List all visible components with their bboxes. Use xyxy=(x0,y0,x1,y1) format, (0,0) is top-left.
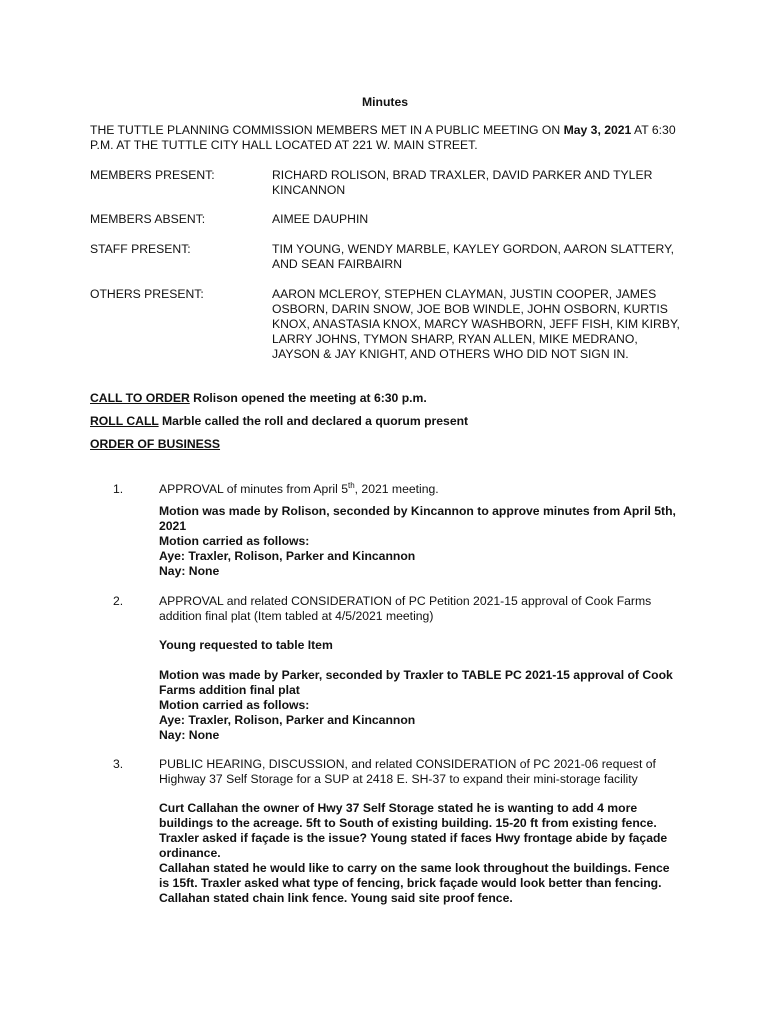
intro-post: AT 6:30 P.M. AT THE TUTTLE CITY HALL LOCATED AT 221 W. MAIN STREET. xyxy=(90,123,676,152)
motion-line: Motion carried as follows: xyxy=(159,698,310,712)
members-absent-label: MEMBERS ABSENT: xyxy=(90,212,206,226)
item-2-motion xyxy=(159,668,679,743)
staff-present-label: STAFF PRESENT: xyxy=(90,242,191,256)
staff-present-value: TIM YOUNG, WENDY MARBLE, KAYLEY GORDON, AARON SLATTERY, AND SEAN FAIRBAIRN xyxy=(272,242,675,271)
members-present-label: MEMBERS PRESENT: xyxy=(90,168,215,182)
item-2-note: Young requested to table Item xyxy=(159,638,333,652)
members-present-value: RICHARD ROLISON, BRAD TRAXLER, DAVID PARKER AND TYLER KINCANNON xyxy=(272,168,653,197)
item-2-text: APPROVAL and related CONSIDERATION of PC Petition 2021-15 approval of Cook Farms addition final plat (Item tabled at 4/5/2021 meeting) xyxy=(159,594,652,623)
roll-call-text: Marble called the roll and declared a quorum present xyxy=(158,414,469,428)
discussion-paragraph: Callahan stated he would like to carry on the same look throughout the buildings. Fence is 15ft. Traxler asked what type of fencing, brick façade would look better than fencing. Callahan stated chain link fence. Young said site proof fence. xyxy=(159,861,670,905)
document-title: Minutes xyxy=(361,95,409,109)
motion-line: Motion was made by Parker, seconded by Traxler to TABLE PC 2021-15 approval of Cook Farms addition final plat xyxy=(159,668,673,697)
motion-line: Nay: None xyxy=(159,564,220,578)
item-number: 2. xyxy=(113,594,124,608)
item-number: 3. xyxy=(113,757,124,771)
item-1-text-sup: th xyxy=(347,480,355,490)
meeting-date: May 3, 2021 xyxy=(563,123,632,137)
order-of-business-heading: ORDER OF BUSINESS xyxy=(90,437,221,451)
motion-line: Nay: None xyxy=(159,728,220,742)
motion-line: Motion carried as follows: xyxy=(159,534,310,548)
intro-pre: THE TUTTLE PLANNING COMMISSION MEMBERS MET IN A PUBLIC MEETING ON xyxy=(90,123,564,137)
others-present-label: OTHERS PRESENT: xyxy=(90,287,204,301)
members-absent-value: AIMEE DAUPHIN xyxy=(272,212,369,226)
item-1-text-pre: APPROVAL of minutes from April 5 xyxy=(159,482,348,496)
intro-paragraph xyxy=(90,123,690,153)
item-1-text-post: , 2021 meeting. xyxy=(354,482,439,496)
item-3-discussion xyxy=(159,801,679,906)
call-to-order xyxy=(90,391,427,406)
roll-call xyxy=(90,414,468,429)
motion-line: Motion was made by Rolison, seconded by Kincannon to approve minutes from April 5th, 2021 xyxy=(159,504,676,533)
roll-call-heading: ROLL CALL xyxy=(90,414,159,428)
motion-line: Aye: Traxler, Rolison, Parker and Kincannon xyxy=(159,549,416,563)
call-to-order-text: Rolison opened the meeting at 6:30 p.m. xyxy=(189,391,427,405)
discussion-paragraph: Curt Callahan the owner of Hwy 37 Self Storage stated he is wanting to add 4 more buildings to the acreage. 5ft to South of existing building. 15-20 ft from existing fence. Traxler asked if façade is the issue? Young stated if faces Hwy frontage abide by façade ordinance. xyxy=(159,801,668,860)
item-1-text xyxy=(159,482,679,497)
others-present-value: AARON MCLEROY, STEPHEN CLAYMAN, JUSTIN COOPER, JAMES OSBORN, DARIN SNOW, JOE BOB WINDLE, JOHN OSBORN, KURTIS KNOX, ANASTASIA KNOX, MARCY WASHBORN, JEFF FISH, KIM KIRBY, LARRY JOHNS, TYMON SHARP, RYAN ALLEN, MIKE MEDRANO, JAYSON & JAY KNIGHT, AND OTHERS WHO DID NOT SIGN IN. xyxy=(272,287,680,361)
item-number: 1. xyxy=(113,482,124,496)
item-3-text: PUBLIC HEARING, DISCUSSION, and related CONSIDERATION of PC 2021-06 request of Highway 37 Self Storage for a SUP at 2418 E. SH-37 to expand their mini-storage facility xyxy=(159,757,656,786)
call-to-order-heading: CALL TO ORDER xyxy=(90,391,190,405)
item-1-motion xyxy=(159,504,679,579)
motion-line: Aye: Traxler, Rolison, Parker and Kincannon xyxy=(159,713,416,727)
